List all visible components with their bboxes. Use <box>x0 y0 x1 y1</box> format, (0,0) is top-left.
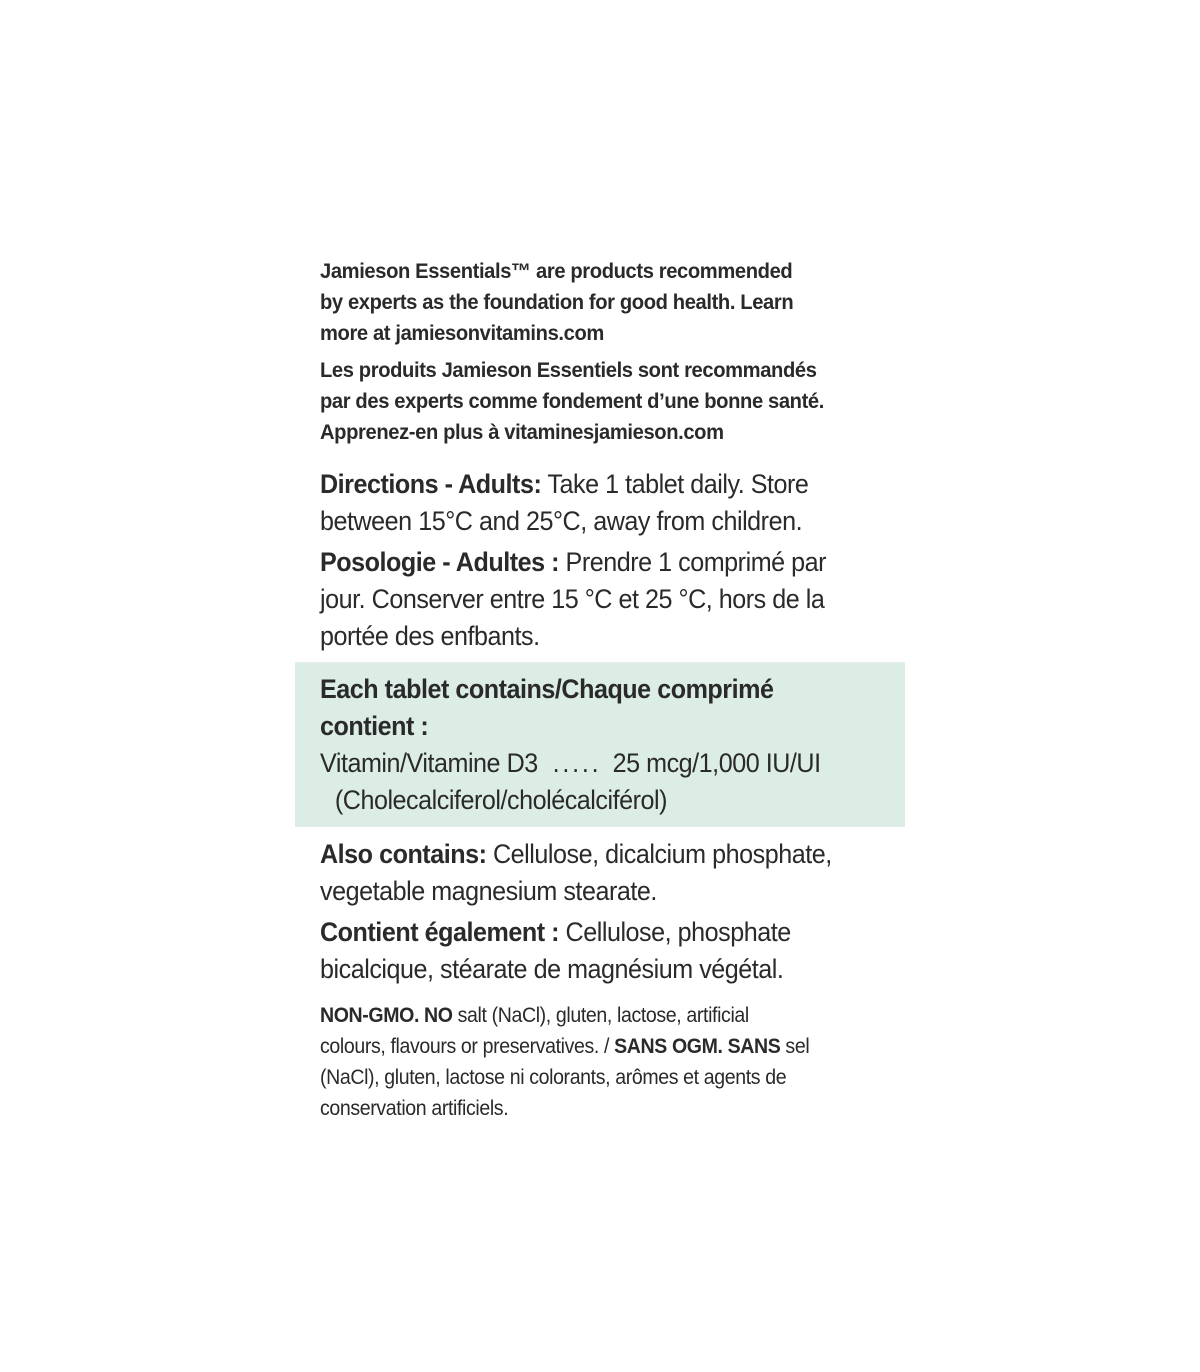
intro-block <box>320 256 877 448</box>
intro-en-prefix: more at <box>320 322 396 345</box>
also-fr-label: Contient également : <box>320 917 560 947</box>
also-en-text-1: Cellulose, dicalcium phosphate, <box>486 839 832 869</box>
fine-text-2: colours, flavours or preservatives. / <box>320 1035 615 1058</box>
directions-fr-text-2: jour. Conserver entre 15 °C et 25 °C, hors de la <box>320 584 825 614</box>
ingredient-source: (Cholecalciferol/cholécalciférol) <box>334 785 668 815</box>
also-fr-text-2: bicalcique, stéarate de magnésium végétal. <box>320 954 784 984</box>
also-contains-block <box>320 836 870 988</box>
directions-fr-text-1: Prendre 1 comprimé par <box>559 547 827 577</box>
directions-en-label: Directions - Adults: <box>320 469 542 499</box>
fine-text-1: salt (NaCl), gluten, lactose, artificial <box>452 1004 749 1027</box>
intro-fr-site: vitaminesjamieson.com <box>504 421 724 444</box>
contents-heading-1: Each tablet contains/Chaque comprimé <box>320 674 774 704</box>
fine-text-4: conservation artificiels. <box>320 1097 509 1120</box>
intro-fr-line-1: Les produits Jamieson Essentiels sont recommandés <box>320 359 817 382</box>
directions-en-text-2: between 15°C and 25°C, away from children. <box>320 506 803 536</box>
contents-box <box>295 662 905 827</box>
directions-en <box>320 466 859 540</box>
ingredient-amount: 25 mcg/1,000 IU/UI <box>612 748 821 778</box>
intro-fr-line-2: par des experts comme fondement d’une bonne santé. <box>320 390 824 413</box>
intro-en-line-2: by experts as the foundation for good health. Learn <box>320 291 794 314</box>
ingredient-row <box>320 745 821 782</box>
also-en-label: Also contains: <box>320 839 487 869</box>
intro-en-line-1: Jamieson Essentials™ are products recommended <box>320 260 793 283</box>
intro-fr-line-3 <box>320 417 877 448</box>
intro-en-site: jamiesonvitamins.com <box>395 322 604 345</box>
directions-fr <box>320 544 859 655</box>
fine-text-2b: sel <box>780 1035 810 1058</box>
fine-bold-2: SANS OGM. SANS <box>614 1035 781 1058</box>
ingredient-name: Vitamin/Vitamine D3 <box>320 748 538 778</box>
intro-fr-prefix: Apprenez-en plus à <box>320 421 505 444</box>
directions-fr-text-3: portée des enfbants. <box>320 621 540 651</box>
directions-fr-label: Posologie - Adultes : <box>320 547 560 577</box>
fine-text-3: (NaCl), gluten, lactose ni colorants, arômes et agents de <box>320 1066 787 1089</box>
also-contains-fr <box>320 914 832 988</box>
contents-heading-2: contient : <box>320 711 429 741</box>
label-panel <box>320 256 900 655</box>
fine-bold-1: NON-GMO. NO <box>320 1004 453 1027</box>
also-en-text-2: vegetable magnesium stearate. <box>320 876 657 906</box>
fine-print <box>320 1000 809 1124</box>
intro-en-line-3 <box>320 318 877 349</box>
also-fr-text-1: Cellulose, phosphate <box>559 917 791 947</box>
also-contains-en <box>320 836 832 910</box>
directions-en-text-1: Take 1 tablet daily. Store <box>541 469 809 499</box>
contents-text <box>320 671 821 819</box>
ingredient-dots: ..... <box>552 748 602 778</box>
